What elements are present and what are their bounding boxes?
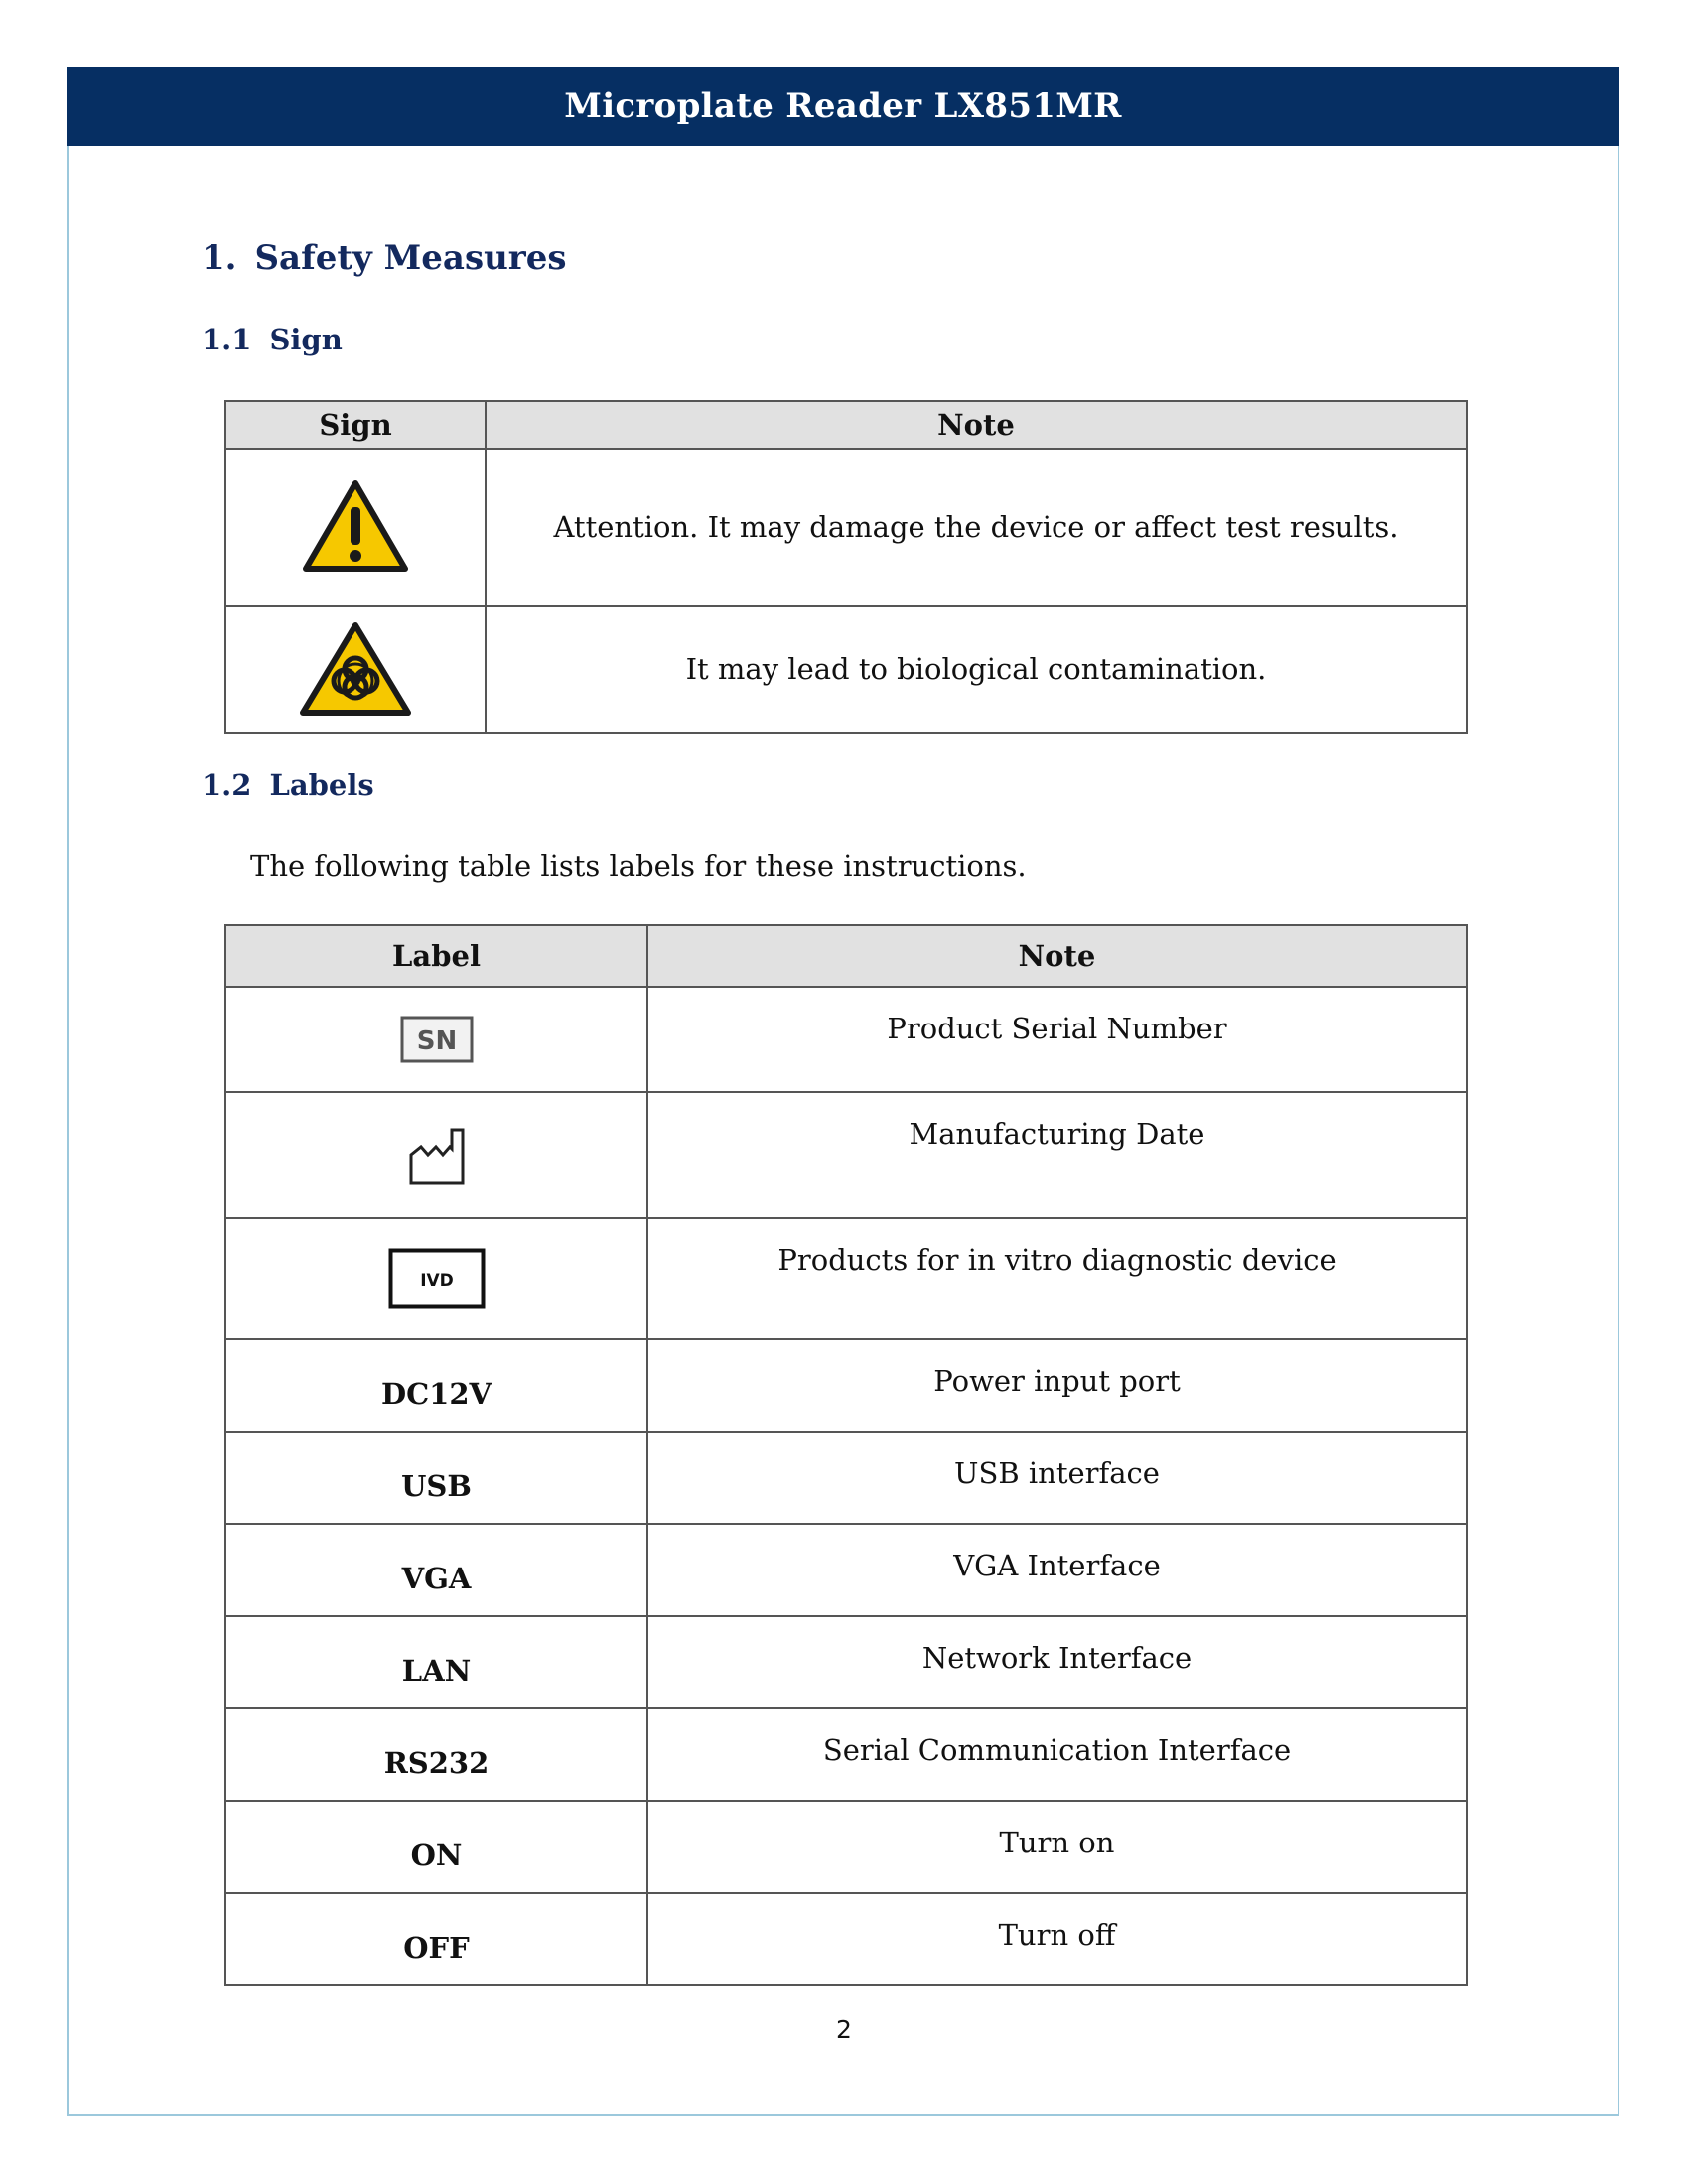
table-row xyxy=(225,1339,1467,1432)
subsection-heading-sign xyxy=(202,323,343,356)
sign-cell xyxy=(225,449,486,606)
label-cell: LAN xyxy=(225,1616,647,1708)
subsection-title: Sign xyxy=(269,323,343,356)
ivd-icon-text: IVD xyxy=(419,1271,454,1291)
subsection-title: Labels xyxy=(269,768,374,802)
sign-table-header-row xyxy=(225,401,1467,449)
note-column-header: Note xyxy=(486,401,1467,449)
table-row xyxy=(225,606,1467,733)
label-table xyxy=(224,924,1468,1986)
table-row xyxy=(225,1432,1467,1524)
document-header-banner xyxy=(67,67,1619,146)
sign-table xyxy=(224,400,1468,734)
section-number: 1. xyxy=(202,238,237,278)
serial-number-icon-text: SN xyxy=(416,1026,457,1056)
note-cell: Product Serial Number xyxy=(647,987,1467,1092)
biohazard-icon xyxy=(297,619,414,719)
section-title: Safety Measures xyxy=(254,238,567,278)
table-row xyxy=(225,1801,1467,1893)
label-cell xyxy=(225,987,647,1092)
table-row xyxy=(225,1893,1467,1985)
table-row xyxy=(225,1708,1467,1801)
note-cell: Products for in vitro diagnostic device xyxy=(647,1218,1467,1339)
note-column-header: Note xyxy=(647,925,1467,987)
table-row xyxy=(225,1616,1467,1708)
label-cell: OFF xyxy=(225,1893,647,1985)
warning-triangle-icon xyxy=(300,478,411,577)
note-cell: VGA Interface xyxy=(647,1524,1467,1616)
sign-cell xyxy=(225,606,486,733)
page-number: 2 xyxy=(836,2015,852,2044)
note-cell: USB interface xyxy=(647,1432,1467,1524)
label-column-header: Label xyxy=(225,925,647,987)
sign-column-header: Sign xyxy=(225,401,486,449)
manufacturing-date-icon xyxy=(408,1125,466,1186)
table-row xyxy=(225,1524,1467,1616)
subsection-number: 1.1 xyxy=(202,323,252,356)
table-row xyxy=(225,449,1467,606)
note-cell: Serial Communication Interface xyxy=(647,1708,1467,1801)
label-cell: USB xyxy=(225,1432,647,1524)
table-row xyxy=(225,1092,1467,1218)
subsection-heading-labels xyxy=(202,768,374,802)
note-cell: Network Interface xyxy=(647,1616,1467,1708)
document-title: Microplate Reader LX851MR xyxy=(564,86,1122,126)
labels-intro-text: The following table lists labels for these instructions. xyxy=(250,849,1027,883)
note-cell: Turn off xyxy=(647,1893,1467,1985)
note-cell: It may lead to biological contamination. xyxy=(486,606,1467,733)
section-heading-safety-measures xyxy=(202,238,567,278)
label-cell: RS232 xyxy=(225,1708,647,1801)
note-cell: Turn on xyxy=(647,1801,1467,1893)
label-cell: DC12V xyxy=(225,1339,647,1432)
table-row xyxy=(225,1218,1467,1339)
note-cell: Attention. It may damage the device or affect test results. xyxy=(486,449,1467,606)
label-cell xyxy=(225,1092,647,1218)
note-cell: Power input port xyxy=(647,1339,1467,1432)
serial-number-icon xyxy=(400,1016,474,1063)
label-cell: ON xyxy=(225,1801,647,1893)
label-cell: VGA xyxy=(225,1524,647,1616)
ivd-icon xyxy=(388,1248,486,1309)
subsection-number: 1.2 xyxy=(202,768,252,802)
label-cell xyxy=(225,1218,647,1339)
note-cell: Manufacturing Date xyxy=(647,1092,1467,1218)
label-table-header-row xyxy=(225,925,1467,987)
table-row xyxy=(225,987,1467,1092)
